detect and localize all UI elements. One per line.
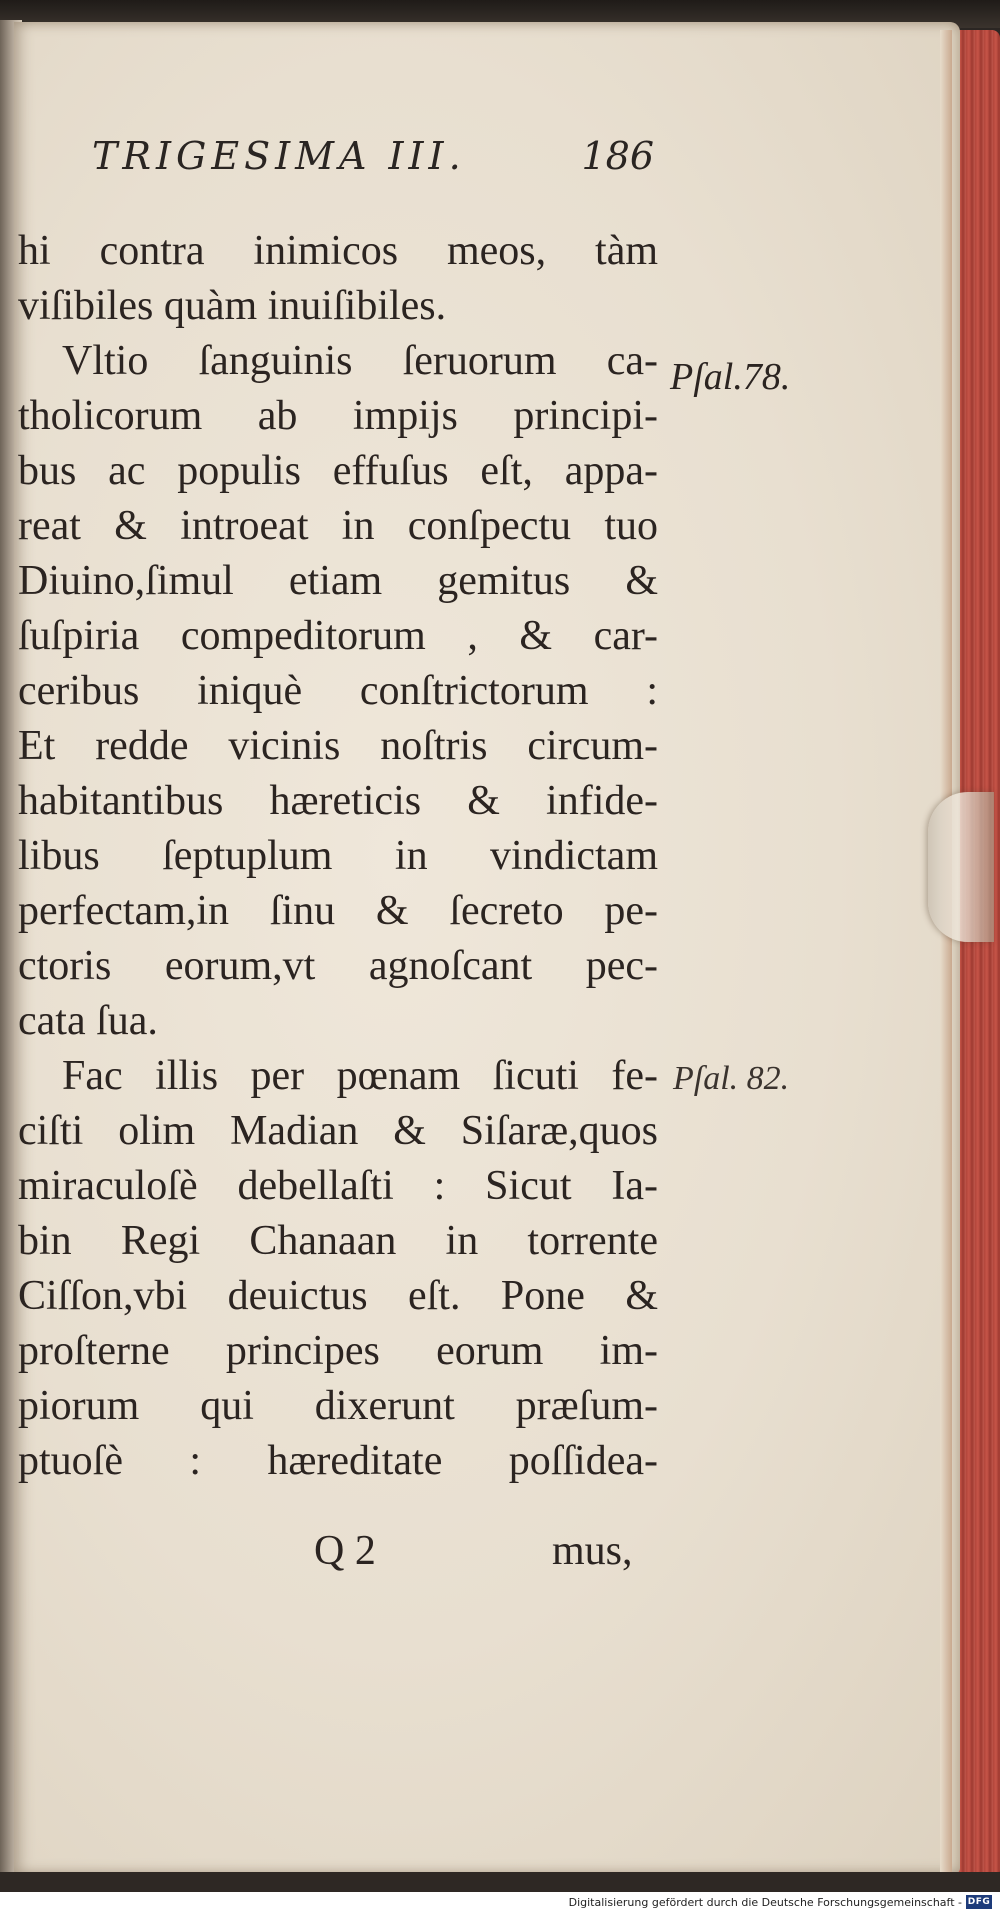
text-line: ceribus iniquè conſtrictorum :: [18, 668, 658, 714]
text-line: Ciſſon,vbi deuictus eſt. Pone &: [18, 1273, 658, 1319]
text-line: ptuoſè : hæreditate poſſidea-: [18, 1438, 658, 1484]
text-line: bus ac populis effuſus eſt, appa-: [18, 448, 658, 494]
running-head: [92, 134, 660, 184]
dfg-logo: DFG: [967, 1897, 991, 1907]
digitization-notice: Digitalisierung gefördert durch die Deutsche Forschungsgemeinschaft -: [568, 1896, 962, 1909]
scanner-background-bottom: [0, 1872, 1000, 1892]
text-line: hi contra inimicos meos, tàm: [18, 228, 658, 274]
text-line: ctoris eorum,vt agnoſcant pec-: [18, 943, 658, 989]
page-number: 186: [581, 134, 654, 178]
page-foot-catchline: [18, 1527, 658, 1582]
page-edge-highlight: [940, 30, 952, 1875]
text-line: habitantibus hæreticis & infide-: [18, 778, 658, 824]
text-line: Vltio ſanguinis ſeruorum ca-: [62, 338, 658, 384]
marginal-note: Pſal. 82.: [673, 1060, 790, 1097]
text-line: tholicorum ab impijs principi-: [18, 393, 658, 439]
page-clip-tab: [928, 792, 994, 942]
text-line: Diuino,ſimul etiam gemitus &: [18, 558, 658, 604]
text-line: cata ſua.: [18, 998, 158, 1044]
signature-mark: Q 2: [314, 1528, 376, 1574]
text-line: bin Regi Chanaan in torrente: [18, 1218, 658, 1264]
text-line: ſuſpiria compeditorum , & car-: [18, 613, 658, 659]
running-head-title: TRIGESIMA III.: [92, 134, 466, 178]
text-line: miraculoſè debellaſti : Sicut Ia-: [18, 1163, 658, 1209]
text-line: Et redde vicinis noſtris circum-: [18, 723, 658, 769]
text-line: libus ſeptuplum in vindictam: [18, 833, 658, 879]
text-line: reat & introeat in conſpectu tuo: [18, 503, 658, 549]
text-line: perfectam,in ſinu & ſecreto pe-: [18, 888, 658, 934]
text-line: ciſti olim Madian & Siſaræ,quos: [18, 1108, 658, 1154]
text-line: proſterne principes eorum im-: [18, 1328, 658, 1374]
text-line: viſibiles quàm inuiſibiles.: [18, 283, 447, 329]
catchword: mus,: [552, 1528, 633, 1574]
text-line: piorum qui dixerunt præſum-: [18, 1383, 658, 1429]
marginal-note: Pſal.78.: [670, 356, 791, 398]
text-line: Fac illis per pœnam ſicuti fe-: [62, 1053, 658, 1099]
body-text: [18, 224, 658, 1489]
